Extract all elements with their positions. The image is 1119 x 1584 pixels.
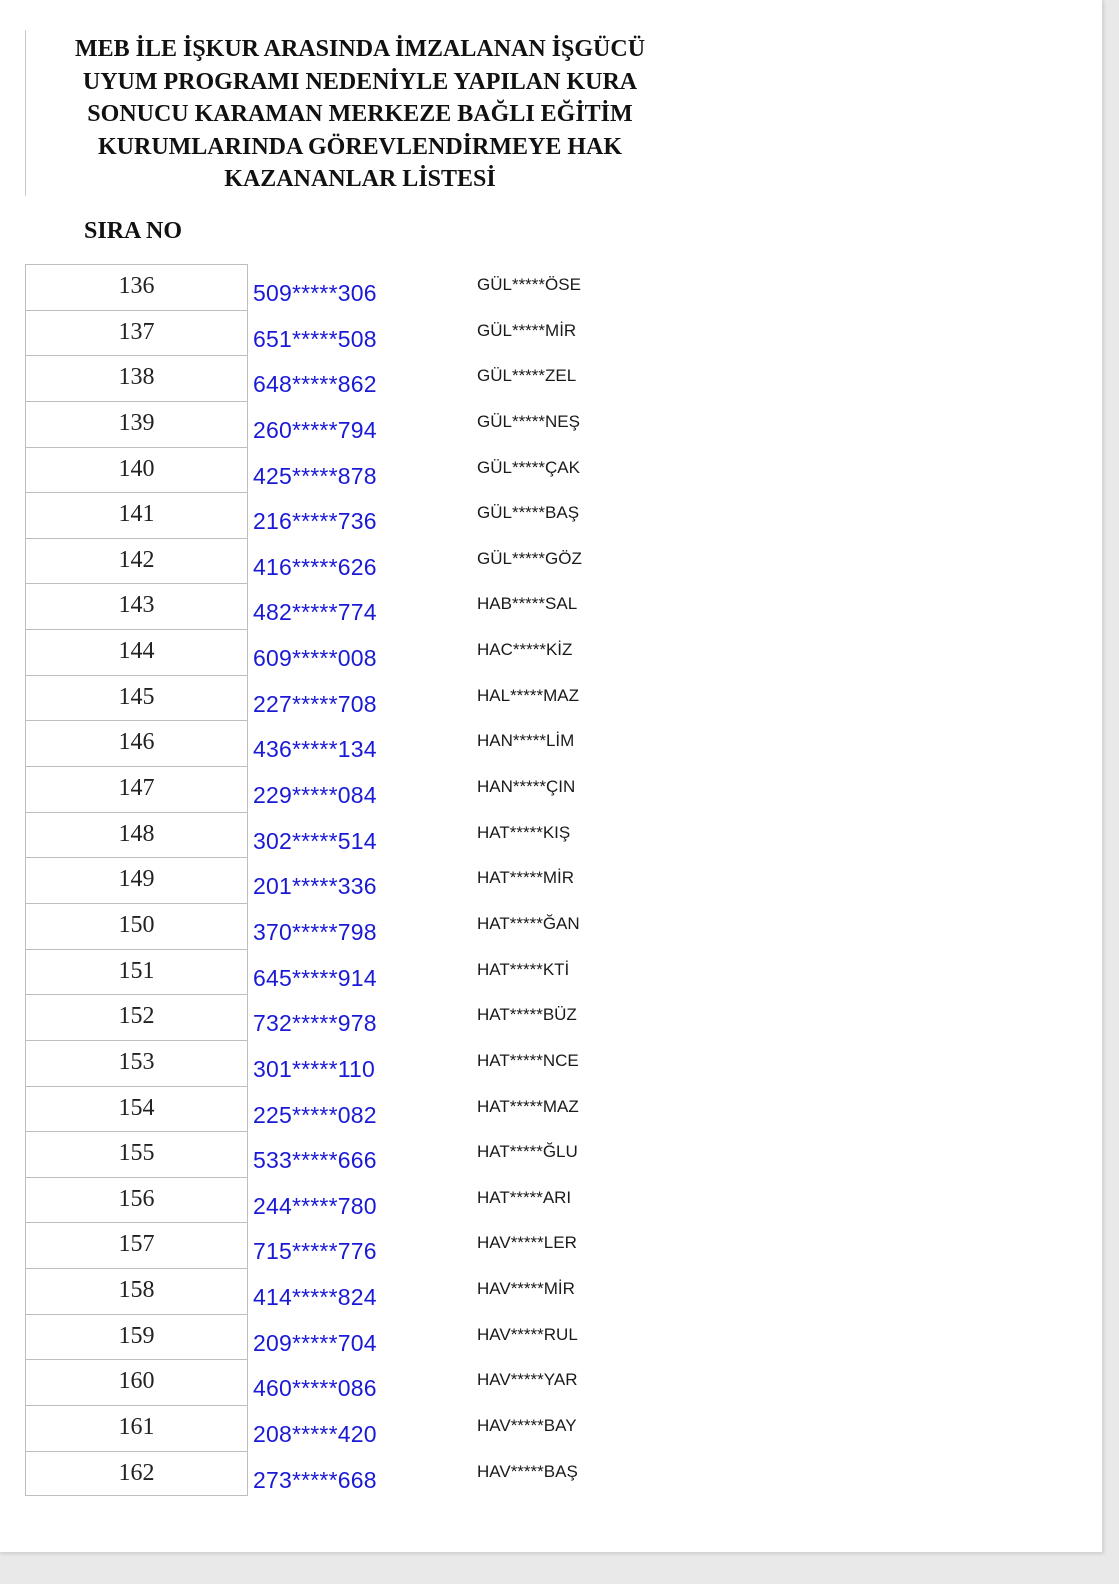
table-row	[25, 492, 625, 538]
masked-name: HAL*****MAZ	[477, 685, 580, 705]
masked-name: HAT*****BÜZ	[477, 1005, 577, 1025]
masked-name: HAV*****MİR	[477, 1279, 575, 1299]
table-row	[25, 720, 625, 766]
masked-name: GÜL*****MİR	[477, 320, 577, 340]
masked-id-number: 651*****508	[253, 325, 377, 352]
masked-id-number: 648*****862	[253, 371, 377, 398]
sira-no: 137	[118, 318, 155, 345]
sira-no: 154	[118, 1094, 155, 1121]
sira-no: 143	[118, 592, 155, 619]
table-row	[25, 583, 625, 629]
masked-name: HAT*****MİR	[477, 868, 574, 888]
sira-no: 142	[118, 546, 155, 573]
table-row	[25, 857, 625, 903]
document-title: MEB İLE İŞKUR ARASINDA İMZALANAN İŞGÜCÜ UYUM PROGRAMI NEDENİYLE YAPILAN KURA SONUCU KARAMAN MERKEZE BAĞLI EĞİTİM KURUMLARINDA GÖREVLENDİRMEYE HAK KAZANANLAR LİSTESİ	[74, 36, 646, 192]
masked-id-number: 225*****082	[253, 1101, 377, 1128]
masked-name: HAT*****NCE	[477, 1050, 579, 1070]
masked-id-number: 302*****514	[253, 827, 377, 854]
sira-no: 161	[118, 1414, 155, 1441]
table-row	[25, 1040, 625, 1086]
masked-id-number: 416*****626	[253, 553, 377, 580]
masked-name: HAT*****MAZ	[477, 1096, 579, 1116]
masked-name: HAV*****RUL	[477, 1324, 578, 1344]
table-row	[25, 766, 625, 812]
table-row	[25, 264, 625, 310]
sira-no: 150	[118, 911, 155, 938]
masked-id-number: 227*****708	[253, 690, 377, 717]
sira-no: 159	[118, 1322, 155, 1349]
masked-id-number: 273*****668	[253, 1466, 377, 1493]
masked-name: HAB*****SAL	[477, 594, 578, 614]
table-row	[25, 538, 625, 584]
masked-name: GÜL*****NEŞ	[477, 411, 580, 431]
masked-name: HAT*****KIŞ	[477, 822, 571, 842]
table-row	[25, 447, 625, 493]
masked-name: HAT*****ĞAN	[477, 913, 580, 933]
masked-id-number: 732*****978	[253, 1010, 377, 1037]
masked-id-number: 436*****134	[253, 736, 377, 763]
masked-id-number: 370*****798	[253, 918, 377, 945]
sira-no: 151	[118, 957, 155, 984]
masked-name: HAT*****ĞLU	[477, 1142, 578, 1162]
masked-id-number: 609*****008	[253, 645, 377, 672]
masked-id-number: 715*****776	[253, 1238, 377, 1265]
sira-no: 138	[118, 364, 155, 391]
sira-no: 147	[118, 775, 155, 802]
results-table	[25, 264, 625, 1496]
table-row	[25, 1222, 625, 1268]
masked-id-number: 209*****704	[253, 1329, 377, 1356]
masked-name: HAT*****KTİ	[477, 959, 570, 979]
sira-no: 148	[118, 820, 155, 847]
masked-name: HAV*****YAR	[477, 1370, 578, 1390]
sira-no: 146	[118, 729, 155, 756]
masked-name: HAN*****ÇIN	[477, 777, 576, 797]
masked-name: HAT*****ARI	[477, 1187, 572, 1207]
masked-name: GÜL*****ÇAK	[477, 457, 580, 477]
sira-no: 152	[118, 1003, 155, 1030]
masked-id-number: 208*****420	[253, 1421, 377, 1448]
table-row	[25, 812, 625, 858]
sira-no: 160	[118, 1368, 155, 1395]
table-row	[25, 949, 625, 995]
sira-no: 136	[118, 273, 155, 299]
masked-name: HAC*****KİZ	[477, 640, 573, 660]
masked-id-number: 509*****306	[253, 280, 377, 306]
table-row	[25, 1451, 625, 1497]
masked-name: GÜL*****ZEL	[477, 366, 577, 386]
masked-name: HAV*****BAY	[477, 1416, 577, 1436]
masked-id-number: 414*****824	[253, 1284, 377, 1311]
table-row	[25, 903, 625, 949]
table-row	[25, 675, 625, 721]
masked-id-number: 533*****666	[253, 1147, 377, 1174]
masked-name: HAV*****BAŞ	[477, 1461, 578, 1481]
masked-name: HAV*****LER	[477, 1233, 577, 1253]
sira-no: 145	[118, 683, 155, 710]
table-row	[25, 1268, 625, 1314]
sira-no: 141	[118, 501, 155, 528]
table-row	[25, 1359, 625, 1405]
column-header-sira-no: SIRA NO	[84, 218, 183, 244]
table-row	[25, 994, 625, 1040]
masked-name: GÜL*****BAŞ	[477, 503, 580, 523]
sira-no: 155	[118, 1140, 155, 1167]
masked-name: GÜL*****ÖSE	[477, 275, 581, 294]
table-row	[25, 1131, 625, 1177]
masked-id-number: 645*****914	[253, 964, 377, 991]
sira-no: 144	[118, 638, 155, 665]
sira-no: 139	[118, 409, 155, 436]
masked-id-number: 201*****336	[253, 873, 377, 900]
masked-id-number: 229*****084	[253, 782, 377, 809]
margin-line	[25, 30, 26, 196]
sira-no: 157	[118, 1231, 155, 1258]
sira-no: 156	[118, 1185, 155, 1212]
masked-name: GÜL*****GÖZ	[477, 548, 582, 568]
sira-no: 162	[118, 1459, 155, 1486]
table-row	[25, 1086, 625, 1132]
masked-name: HAN*****LİM	[477, 731, 575, 751]
table-row	[25, 1314, 625, 1360]
masked-id-number: 425*****878	[253, 462, 377, 489]
table-row	[25, 310, 625, 356]
table-row	[25, 355, 625, 401]
masked-id-number: 301*****110	[253, 1055, 375, 1082]
sira-no: 158	[118, 1277, 155, 1304]
sira-no: 149	[118, 866, 155, 893]
table-row	[25, 1405, 625, 1451]
masked-id-number: 260*****794	[253, 416, 377, 443]
table-row	[25, 629, 625, 675]
sira-no: 140	[118, 455, 155, 482]
sira-no: 153	[118, 1048, 155, 1075]
table-row	[25, 1177, 625, 1223]
masked-id-number: 216*****736	[253, 508, 377, 535]
masked-id-number: 482*****774	[253, 599, 377, 626]
table-row	[25, 401, 625, 447]
masked-id-number: 244*****780	[253, 1192, 377, 1219]
masked-id-number: 460*****086	[253, 1375, 377, 1402]
